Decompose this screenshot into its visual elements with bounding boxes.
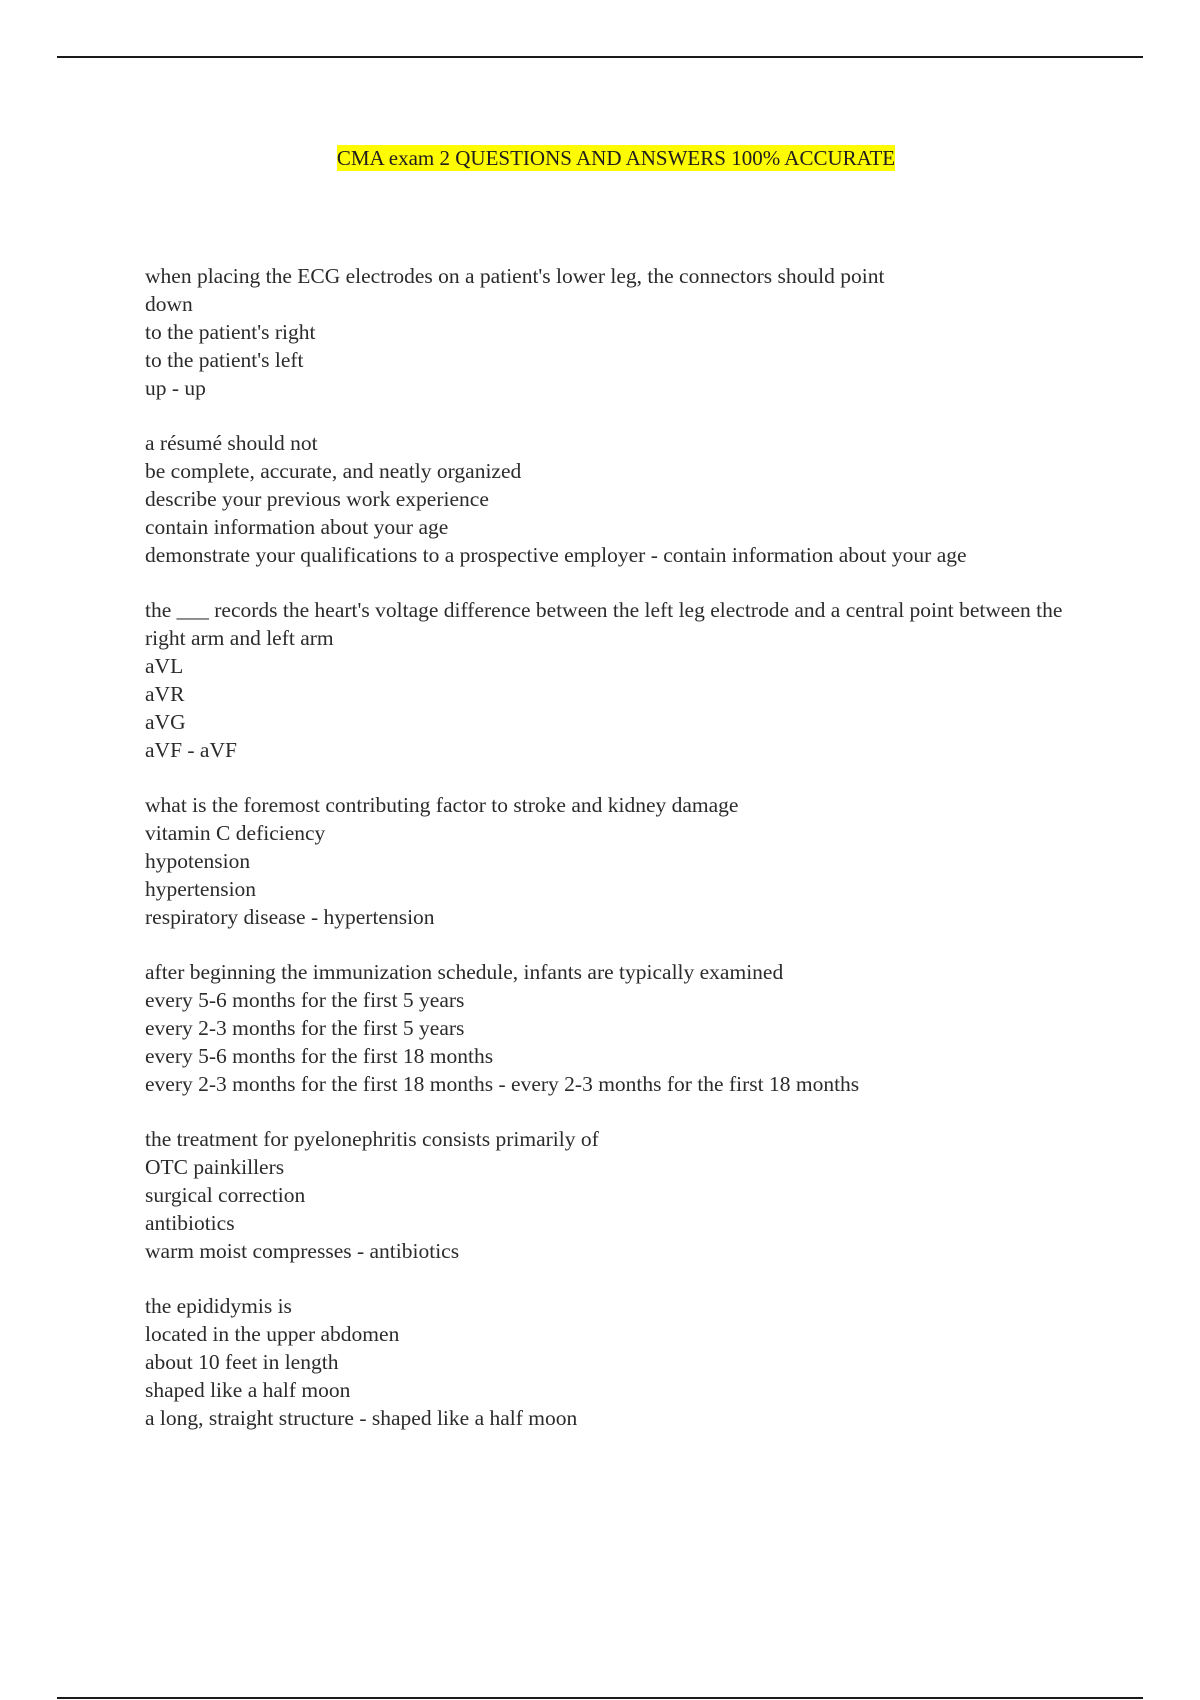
option-text: located in the upper abdomen xyxy=(145,1322,400,1346)
qa-content xyxy=(145,262,1095,1459)
qa-block-4 xyxy=(145,791,1095,931)
option-with-answer: demonstrate your qualifications to a prospective employer - contain information about your age xyxy=(145,543,967,567)
question-text: a résumé should not xyxy=(145,431,318,455)
option-text: be complete, accurate, and neatly organized xyxy=(145,459,522,483)
option-text: surgical correction xyxy=(145,1183,306,1207)
option-with-answer: aVF - aVF xyxy=(145,738,237,762)
question-text: what is the foremost contributing factor to stroke and kidney damage xyxy=(145,793,739,817)
qa-block-1 xyxy=(145,262,1095,402)
question-text: the epididymis is xyxy=(145,1294,292,1318)
bottom-rule xyxy=(57,1697,1143,1699)
option-text: down xyxy=(145,292,193,316)
question-text: the ___ records the heart's voltage difference between the left leg electrode and a central point between the right arm and left arm xyxy=(145,598,1068,650)
option-text: OTC painkillers xyxy=(145,1155,285,1179)
option-with-answer: respiratory disease - hypertension xyxy=(145,905,435,929)
option-text: hypertension xyxy=(145,877,257,901)
question-text: when placing the ECG electrodes on a patient's lower leg, the connectors should point xyxy=(145,264,885,288)
option-text: every 2-3 months for the first 5 years xyxy=(145,1016,465,1040)
question-text: the treatment for pyelonephritis consists primarily of xyxy=(145,1127,599,1151)
option-text: hypotension xyxy=(145,849,251,873)
option-text: to the patient's right xyxy=(145,320,316,344)
option-text: describe your previous work experience xyxy=(145,487,489,511)
option-text: shaped like a half moon xyxy=(145,1378,351,1402)
option-text: aVL xyxy=(145,654,184,678)
option-text: every 5-6 months for the first 18 months xyxy=(145,1044,494,1068)
option-text: about 10 feet in length xyxy=(145,1350,339,1374)
option-with-answer: up - up xyxy=(145,376,206,400)
document-title xyxy=(0,145,1200,171)
top-rule xyxy=(57,56,1143,58)
option-text: antibiotics xyxy=(145,1211,235,1235)
option-with-answer: a long, straight structure - shaped like a half moon xyxy=(145,1406,578,1430)
qa-block-5 xyxy=(145,958,1095,1098)
qa-block-3 xyxy=(145,596,1095,764)
qa-block-2 xyxy=(145,429,1095,569)
document-title-text: CMA exam 2 QUESTIONS AND ANSWERS 100% ACCURATE xyxy=(336,146,896,170)
option-text: aVG xyxy=(145,710,186,734)
option-text: contain information about your age xyxy=(145,515,449,539)
question-text: after beginning the immunization schedule, infants are typically examined xyxy=(145,960,784,984)
qa-block-7 xyxy=(145,1292,1095,1432)
option-with-answer: every 2-3 months for the first 18 months - every 2-3 months for the first 18 months xyxy=(145,1072,860,1096)
qa-block-6 xyxy=(145,1125,1095,1265)
option-text: aVR xyxy=(145,682,185,706)
option-text: vitamin C deficiency xyxy=(145,821,326,845)
option-text: to the patient's left xyxy=(145,348,304,372)
option-with-answer: warm moist compresses - antibiotics xyxy=(145,1239,460,1263)
option-text: every 5-6 months for the first 5 years xyxy=(145,988,465,1012)
